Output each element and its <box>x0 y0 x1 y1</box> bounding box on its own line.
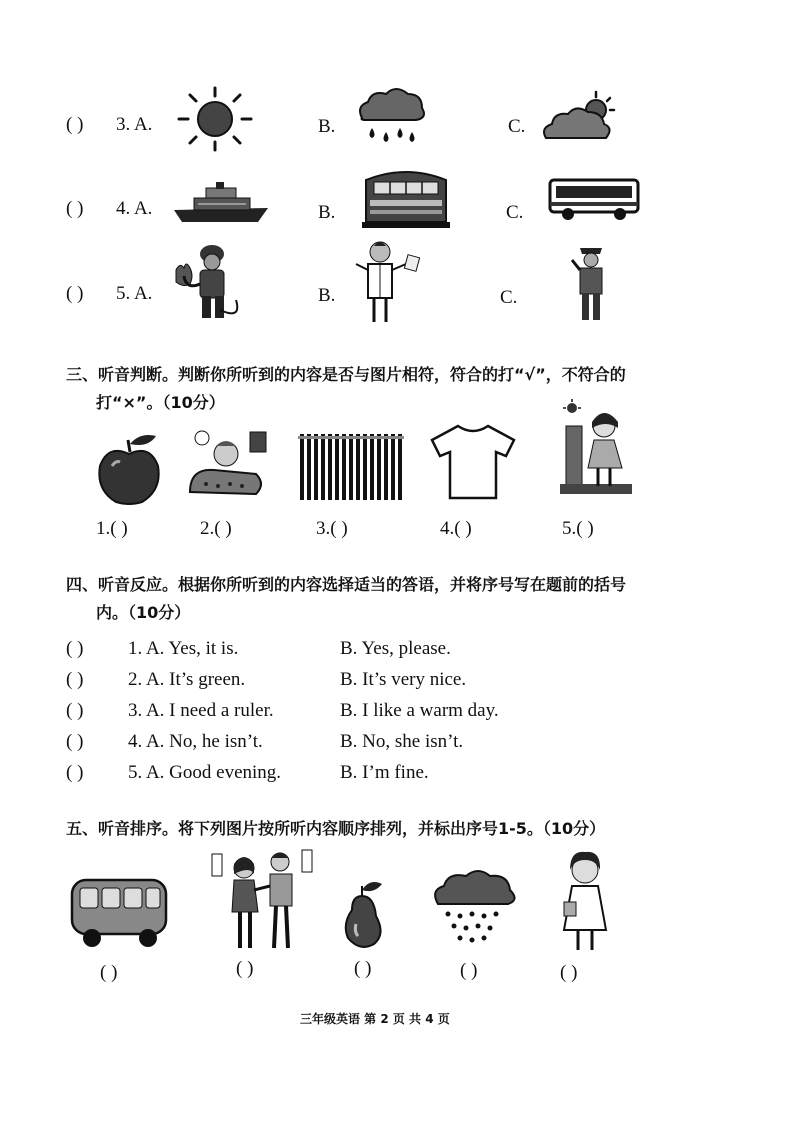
answer-paren[interactable]: ( ) <box>66 283 84 304</box>
answer-paren[interactable]: 3.( ) <box>316 518 348 539</box>
item-number: 4. A. <box>116 198 153 219</box>
option-b-label: B. <box>318 116 336 137</box>
option-a: 5. A. Good evening. <box>128 762 282 783</box>
option-a: 2. A. It’s green. <box>128 669 246 690</box>
answer-paren[interactable]: 5.( ) <box>562 518 594 539</box>
answer-paren[interactable]: ( ) <box>66 114 84 135</box>
doctor-icon <box>350 238 430 326</box>
girl-with-book-icon <box>556 850 614 954</box>
answer-paren[interactable]: ( ) <box>66 669 84 690</box>
rain-cloud-icon <box>352 84 430 154</box>
sun-icon <box>175 84 255 154</box>
item-number: 5. A. <box>116 283 153 304</box>
answer-paren[interactable]: ( ) <box>66 762 84 783</box>
apple-icon <box>94 430 164 506</box>
answer-paren[interactable]: ( ) <box>460 960 478 981</box>
option-a: 4. A. No, he isn’t. <box>128 731 263 752</box>
section-heading-part3-cont: 打“×”。（10分） <box>96 393 225 412</box>
school-bus-icon <box>68 876 170 950</box>
option-b: B. I’m fine. <box>340 762 429 783</box>
two-people-icon <box>210 846 314 952</box>
section-heading-part5: 五、听音排序。将下列图片按所听内容顺序排列，并标出序号1-5。（10分） <box>66 819 606 838</box>
section-heading-part4-cont: 内。（10分） <box>96 603 191 622</box>
answer-paren[interactable]: ( ) <box>66 638 84 659</box>
answer-paren[interactable]: ( ) <box>66 731 84 752</box>
option-b-label: B. <box>318 202 336 223</box>
t-shirt-icon <box>430 424 516 500</box>
cloudy-icon <box>540 90 620 146</box>
firefighter-icon <box>170 240 244 324</box>
option-c-label: C. <box>500 287 518 308</box>
train-icon <box>360 164 452 230</box>
option-b: B. No, she isn’t. <box>340 731 464 752</box>
option-b: B. Yes, please. <box>340 638 451 659</box>
rain-cloud-icon <box>430 868 520 944</box>
police-officer-icon <box>566 240 616 324</box>
answer-paren[interactable]: ( ) <box>560 962 578 983</box>
answer-paren[interactable]: 2.( ) <box>200 518 232 539</box>
answer-paren[interactable]: ( ) <box>66 700 84 721</box>
answer-paren[interactable]: ( ) <box>354 958 372 979</box>
answer-paren[interactable]: ( ) <box>66 198 84 219</box>
section-heading-part4: 四、听音反应。根据你所听到的内容选择适当的答语，并将序号写在题前的括号 <box>66 575 627 594</box>
option-b-label: B. <box>318 285 336 306</box>
answer-paren[interactable]: ( ) <box>100 962 118 983</box>
answer-paren[interactable]: 4.( ) <box>440 518 472 539</box>
hot-day-girl-icon <box>558 398 634 498</box>
answer-paren[interactable]: 1.( ) <box>96 518 128 539</box>
option-b: B. I like a warm day. <box>340 700 499 721</box>
pencils-icon <box>298 428 406 502</box>
page-footer: 三年级英语 第 2 页 共 4 页 <box>300 1012 450 1026</box>
bus-icon <box>548 178 640 222</box>
option-c-label: C. <box>506 202 524 223</box>
answer-paren[interactable]: ( ) <box>236 958 254 979</box>
sick-child-icon <box>186 428 270 498</box>
section-heading-part3: 三、听音判断。判断你所听到的内容是否与图片相符，符合的打“√”，不符合的 <box>66 365 626 384</box>
pear-icon <box>340 880 388 952</box>
option-a: 1. A. Yes, it is. <box>128 638 239 659</box>
option-b: B. It’s very nice. <box>340 669 467 690</box>
ship-icon <box>172 180 272 226</box>
option-a: 3. A. I need a ruler. <box>128 700 274 721</box>
option-c-label: C. <box>508 116 526 137</box>
item-number: 3. A. <box>116 114 153 135</box>
